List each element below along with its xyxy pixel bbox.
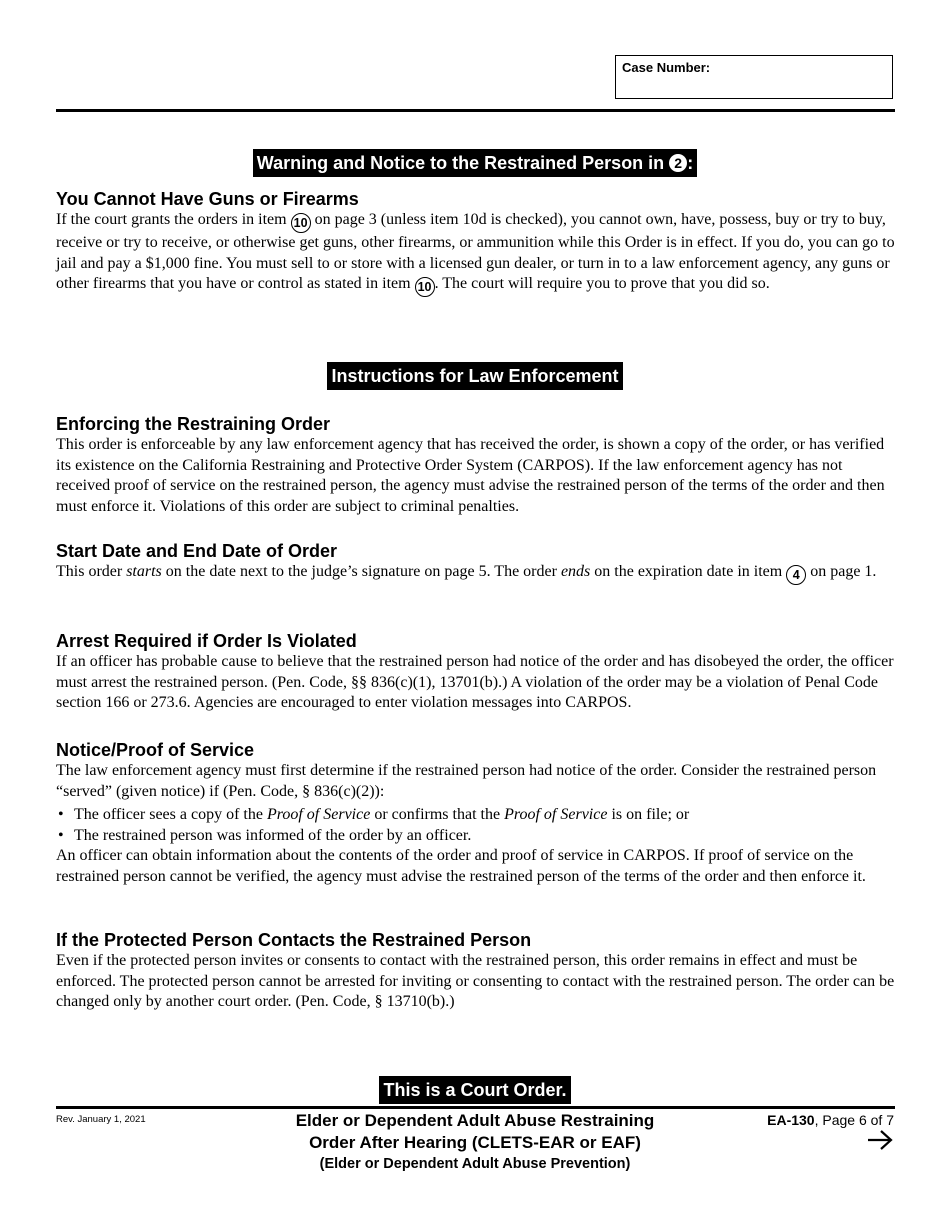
guns-paragraph: If the court grants the orders in item 10 on page 3 (unless item 10d is checked), you cannot own, have, possess, buy or try to buy, receive or try to receive, or otherwise get guns, other firearms, or ammunition while this Order is in effect. If you do, you can go to jail and pay a $1,000 fine. You must sell to or store with a licensed gun dealer, or turn in to a law enforcement agency, any guns or other firearms that you have or control as stated in item 10 . The court will require you to prove that you did so. (56, 210, 896, 297)
guns-heading: You Cannot Have Guns or Firearms (56, 189, 359, 209)
contacts-paragraph: Even if the protected person invites or consents to contact with the restrained person, this order remains in effect and must be enforced. The protected person cannot be arrested for inviting or consenting to contact with the restrained person. The order can be changed only by another court order. (Pen. Code, § 13710(b).) (56, 952, 895, 1010)
warning-banner-suffix: : (687, 153, 694, 173)
form-subtitle: (Elder or Dependent Adult Abuse Prevention) (319, 1156, 631, 1172)
warning-banner-text: Warning and Notice to the Restrained Person in (256, 153, 665, 173)
notice-intro: The law enforcement agency must first determine if the restrained person had notice of the order. Consider the restrained person “served” (given notice) if (Pen. Code, § 836(c)(2)): (56, 762, 877, 800)
case-number-label: Case Number: (622, 60, 711, 75)
item-2-circle: 2 (669, 154, 687, 172)
form-title-line2: Order After Hearing (CLETS-EAR or EAF) (309, 1133, 641, 1152)
form-title-line1: Elder or Dependent Adult Abuse Restraining (295, 1111, 655, 1130)
notice-list (56, 804, 896, 846)
enforcing-section (56, 413, 896, 517)
item-10-circle: 10 (415, 277, 435, 297)
item-4-circle: 4 (786, 565, 806, 585)
dates-paragraph: This order starts on the date next to the judge’s signature on page 5. The order ends on the expiration date in item 4 on page 1. (56, 562, 896, 585)
dates-heading: Start Date and End Date of Order (56, 541, 338, 561)
form-title (238, 1110, 712, 1174)
notice-outro: An officer can obtain information about the contents of the order and proof of service in CARPOS. If proof of service on the restrained person cannot be verified, the agency must advise the restrained person of the terms of the order and then enforce it. (56, 847, 866, 885)
court-order-banner (0, 1076, 950, 1104)
page-info: , Page 6 of 7 (814, 1112, 894, 1128)
next-page-arrow-icon (866, 1127, 894, 1153)
warning-section (56, 188, 896, 297)
warning-banner (0, 149, 950, 177)
enforcing-heading: Enforcing the Restraining Order (56, 414, 331, 434)
arrest-section (56, 630, 896, 714)
law-enforcement-banner (0, 362, 950, 390)
court-order-text: This is a Court Order. (379, 1076, 570, 1104)
form-id: EA-130 (767, 1112, 815, 1128)
law-enforcement-banner-text: Instructions for Law Enforcement (327, 362, 622, 390)
arrest-heading: Arrest Required if Order Is Violated (56, 631, 357, 651)
arrest-paragraph: If an officer has probable cause to believe that the restrained person had notice of the order and has disobeyed the order, the officer must arrest the restrained person. (Pen. Code, §§ 836(c)(1), 13701(b).) A violation of the order may be a violation of Penal Code section 166 or 273.6. Agencies are encouraged to enter violation messages into CARPOS. (56, 653, 894, 711)
page-number (767, 1112, 894, 1128)
revision-date: Rev. January 1, 2021 (56, 1114, 146, 1125)
notice-heading: Notice/Proof of Service (56, 740, 255, 760)
notice-section (56, 739, 896, 887)
header-rule (56, 109, 895, 112)
list-item: • The restrained person was informed of the order by an officer. (56, 825, 896, 846)
contacts-heading: If the Protected Person Contacts the Restrained Person (56, 930, 532, 950)
footer-rule (56, 1106, 895, 1109)
item-10-circle: 10 (291, 213, 311, 233)
case-number-box[interactable] (615, 55, 893, 99)
list-item: • The officer sees a copy of the Proof of Service or confirms that the Proof of Service is on file; or (56, 804, 896, 825)
enforcing-paragraph: This order is enforceable by any law enforcement agency that has received the order, is shown a copy of the order, or has verified its existence on the California Restraining and Protective Order System (CARPOS). If the law enforcement agency has not received proof of service on the restrained person, the agency must advise the restrained person of the terms of the order and then must enforce it. Violations of this order are subject to criminal penalties. (56, 436, 885, 515)
dates-section (56, 540, 896, 585)
contacts-section (56, 929, 896, 1013)
